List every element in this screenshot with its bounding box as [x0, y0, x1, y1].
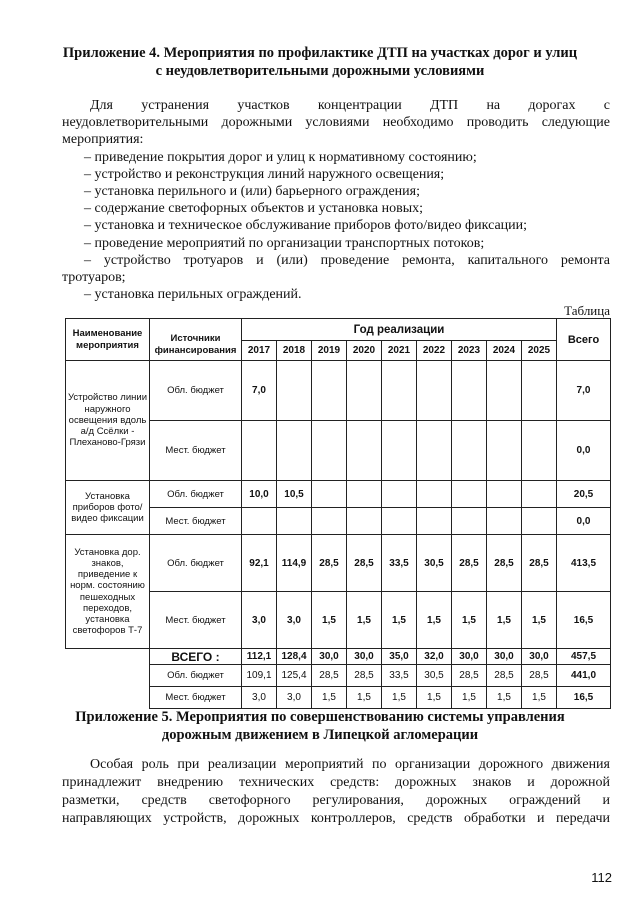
- list-item: – установка перильного и (или) барьерного ограждения;: [84, 184, 420, 200]
- year-value: 1,5: [487, 592, 522, 649]
- intro-line-1: Для устранения участков концентрации ДТП на дорогах с: [90, 98, 610, 113]
- summary-sub-value: 1,5: [347, 687, 382, 709]
- summary-value: 30,0: [347, 649, 382, 665]
- header-name: Наименование мероприятия: [66, 319, 150, 361]
- year-value: 28,5: [312, 535, 347, 592]
- activity-name: Устройство линии наружного освещения вдоль а/д Ссёлки - Плеханово-Грязи: [66, 361, 150, 481]
- activity-name: Установка дор. знаков, приведение к норм. состоянию пешеходных переходов, установка светофоров Т-7: [66, 535, 150, 649]
- summary-sub-total: 16,5: [557, 687, 611, 709]
- year-value: 114,9: [277, 535, 312, 592]
- header-year: 2021: [382, 341, 417, 361]
- year-value: 7,0: [242, 361, 277, 421]
- funding-source: Обл. бюджет: [150, 481, 242, 508]
- list-item: – содержание светофорных объектов и установка новых;: [84, 201, 423, 217]
- funding-source: Обл. бюджет: [150, 361, 242, 421]
- funding-source: Мест. бюджет: [150, 508, 242, 535]
- year-value: [522, 361, 557, 421]
- year-value: [452, 421, 487, 481]
- a5-line-3: разметки, средств светофорного регулирования, дорожных ограждений и: [62, 793, 610, 808]
- summary-sub-value: 1,5: [417, 687, 452, 709]
- appendix5-title-line2: дорожным движением в Липецкой агломерации: [161, 727, 479, 743]
- row-total: 7,0: [557, 361, 611, 421]
- year-value: [382, 508, 417, 535]
- funding-source: Мест. бюджет: [150, 592, 242, 649]
- year-value: [382, 421, 417, 481]
- year-value: 10,0: [242, 481, 277, 508]
- year-value: 1,5: [347, 592, 382, 649]
- summary-sub-value: 3,0: [242, 687, 277, 709]
- year-value: [312, 481, 347, 508]
- appendix5-text: [62, 756, 610, 828]
- year-value: [277, 361, 312, 421]
- year-value: [487, 421, 522, 481]
- year-value: [452, 481, 487, 508]
- summary-sub-value: 125,4: [277, 665, 312, 687]
- page-number: 112: [591, 870, 612, 885]
- year-value: 3,0: [277, 592, 312, 649]
- row-total: 413,5: [557, 535, 611, 592]
- appendix4-intro: [62, 97, 610, 303]
- summary-sub-value: 28,5: [312, 665, 347, 687]
- blank-cell: [66, 687, 150, 709]
- year-value: [452, 508, 487, 535]
- year-value: [417, 421, 452, 481]
- summary-sub-value: 28,5: [452, 665, 487, 687]
- funding-table: [65, 318, 611, 709]
- row-total: 16,5: [557, 592, 611, 649]
- year-value: [522, 508, 557, 535]
- header-source: Источники финансирования: [150, 319, 242, 361]
- funding-source: Обл. бюджет: [150, 665, 242, 687]
- a5-line-2: принадлежит внедрению технических средств: дорожных знаков и дорожной: [62, 775, 610, 790]
- year-value: 28,5: [347, 535, 382, 592]
- year-value: 1,5: [382, 592, 417, 649]
- header-year: 2020: [347, 341, 382, 361]
- summary-sub-value: 3,0: [277, 687, 312, 709]
- summary-sub-row: [66, 665, 611, 687]
- year-value: 1,5: [312, 592, 347, 649]
- year-value: [487, 481, 522, 508]
- header-year: 2025: [522, 341, 557, 361]
- summary-label: ВСЕГО :: [150, 649, 242, 665]
- appendix5-title: [0, 708, 640, 744]
- summary-value: 30,0: [312, 649, 347, 665]
- year-value: [312, 508, 347, 535]
- header-total: Всего: [557, 319, 611, 361]
- summary-row: [66, 649, 611, 665]
- summary-value: 112,1: [242, 649, 277, 665]
- year-value: [277, 508, 312, 535]
- row-total: 0,0: [557, 508, 611, 535]
- a5-line-1: Особая роль при реализации мероприятий по организации дорожного движения: [90, 757, 610, 772]
- summary-value: 32,0: [417, 649, 452, 665]
- summary-sub-value: 1,5: [487, 687, 522, 709]
- year-value: [522, 481, 557, 508]
- year-value: [242, 421, 277, 481]
- summary-sub-row: [66, 687, 611, 709]
- header-year: 2024: [487, 341, 522, 361]
- header-year: 2018: [277, 341, 312, 361]
- blank-cell: [66, 665, 150, 687]
- year-value: 28,5: [452, 535, 487, 592]
- year-value: [382, 361, 417, 421]
- year-value: [347, 361, 382, 421]
- summary-value: 35,0: [382, 649, 417, 665]
- year-value: 1,5: [452, 592, 487, 649]
- appendix4-title-line1: Приложение 4. Мероприятия по профилактике ДТП на участках дорог и улиц: [62, 45, 578, 61]
- summary-sub-value: 28,5: [522, 665, 557, 687]
- summary-value: 30,0: [522, 649, 557, 665]
- activity-name: Установка приборов фото/видео фиксации: [66, 481, 150, 535]
- list-item: – установка перильных ограждений.: [84, 287, 302, 303]
- summary-total: 457,5: [557, 649, 611, 665]
- year-value: [487, 508, 522, 535]
- summary-sub-value: 1,5: [452, 687, 487, 709]
- header-year: 2023: [452, 341, 487, 361]
- header-year: 2022: [417, 341, 452, 361]
- blank-cell: [66, 649, 150, 665]
- year-value: 10,5: [277, 481, 312, 508]
- year-value: [242, 508, 277, 535]
- summary-sub-value: 33,5: [382, 665, 417, 687]
- appendix5-title-line1: Приложение 5. Мероприятия по совершенствованию системы управления: [75, 709, 565, 725]
- year-value: 1,5: [417, 592, 452, 649]
- summary-sub-value: 109,1: [242, 665, 277, 687]
- row-total: 20,5: [557, 481, 611, 508]
- list-item: – устройство тротуаров и (или) проведение ремонта, капитального ремонта: [84, 252, 610, 268]
- table-row: [66, 481, 611, 508]
- year-value: 92,1: [242, 535, 277, 592]
- intro-line-3: мероприятия:: [62, 132, 144, 148]
- table-row: [66, 361, 611, 421]
- summary-value: 30,0: [487, 649, 522, 665]
- year-value: [417, 361, 452, 421]
- year-value: [312, 421, 347, 481]
- summary-value: 128,4: [277, 649, 312, 665]
- list-item: – установка и техническое обслуживание приборов фото/видео фиксации;: [84, 218, 528, 234]
- summary-sub-value: 1,5: [522, 687, 557, 709]
- year-value: [417, 481, 452, 508]
- year-value: [312, 361, 347, 421]
- year-value: 33,5: [382, 535, 417, 592]
- list-item: – приведение покрытия дорог и улиц к нормативному состоянию;: [84, 149, 477, 165]
- year-value: [487, 361, 522, 421]
- funding-source: Мест. бюджет: [150, 421, 242, 481]
- year-value: [382, 481, 417, 508]
- summary-sub-value: 1,5: [382, 687, 417, 709]
- funding-source: Обл. бюджет: [150, 535, 242, 592]
- row-total: 0,0: [557, 421, 611, 481]
- appendix4-title: [0, 44, 640, 80]
- table-row: [66, 535, 611, 592]
- list-item: – устройство и реконструкция линий наружного освещения;: [84, 166, 445, 182]
- year-value: [522, 421, 557, 481]
- year-value: [452, 361, 487, 421]
- summary-sub-value: 28,5: [347, 665, 382, 687]
- year-value: [347, 481, 382, 508]
- a5-line-4: направляющих устройств, дорожных контроллеров, средств обработки и передачи: [62, 811, 610, 826]
- intro-line-2: неудовлетворительными дорожными условиями необходимо проводить следующие: [62, 115, 610, 131]
- appendix4-title-line2: с неудовлетворительными дорожными условиями: [155, 63, 485, 79]
- year-value: 28,5: [487, 535, 522, 592]
- year-value: [277, 421, 312, 481]
- list-item: – проведение мероприятий по организации транспортных потоков;: [84, 235, 485, 251]
- summary-sub-value: 30,5: [417, 665, 452, 687]
- list-item-continuation: тротуаров;: [62, 270, 126, 286]
- summary-sub-total: 441,0: [557, 665, 611, 687]
- year-value: [417, 508, 452, 535]
- header-year-group: Год реализации: [242, 319, 557, 341]
- table-caption: Таблица: [564, 303, 610, 318]
- year-value: 28,5: [522, 535, 557, 592]
- summary-sub-value: 1,5: [312, 687, 347, 709]
- year-value: [347, 508, 382, 535]
- header-year: 2017: [242, 341, 277, 361]
- year-value: 30,5: [417, 535, 452, 592]
- summary-value: 30,0: [452, 649, 487, 665]
- year-value: 3,0: [242, 592, 277, 649]
- summary-sub-value: 28,5: [487, 665, 522, 687]
- header-year: 2019: [312, 341, 347, 361]
- year-value: [347, 421, 382, 481]
- year-value: 1,5: [522, 592, 557, 649]
- funding-source: Мест. бюджет: [150, 687, 242, 709]
